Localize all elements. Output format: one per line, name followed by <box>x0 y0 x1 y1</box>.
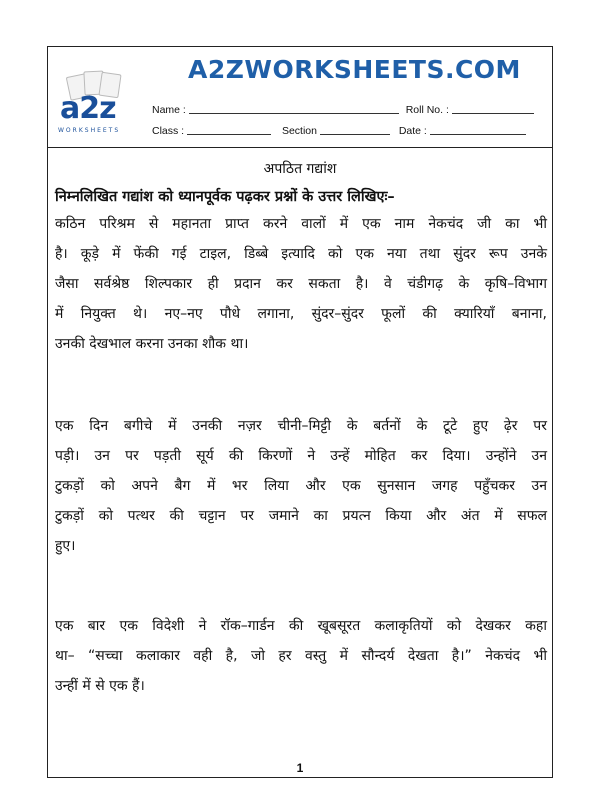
passage-line: एक दिन बगीचे में उनकी नज़र चीनी–मिट्टी के बर्तनों के टूटे हुए ढ़ेर पर <box>55 418 547 434</box>
date-label: Date : <box>398 125 427 137</box>
date-field[interactable] <box>399 124 526 137</box>
passage-line: हुए। <box>55 538 76 554</box>
passage-line: उन्हीं में से एक हैं। <box>55 678 145 694</box>
passage-line: जैसा सर्वश्रेष्ठ शिल्पकार ही प्रदान कर सकता है। वे चंडीगढ़ के कृषि–विभाग <box>55 276 547 292</box>
worksheet-frame <box>47 46 553 778</box>
passage-line: में नियुक्त थे। नए–नए पौधे लगाना, सुंदर–सुंदर फूलों की क्यारियाँ बनाना, <box>55 306 547 322</box>
section-blank[interactable] <box>320 124 390 135</box>
roll-blank[interactable] <box>452 103 534 114</box>
a2z-logo <box>56 69 136 141</box>
instruction-text: निम्नलिखित गद्यांश को ध्यानपूर्वक पढ़कर प्रश्नों के उत्तर लिखिएः– <box>55 189 395 205</box>
passage-paragraph-3 <box>55 611 547 701</box>
name-roll-row <box>152 103 534 116</box>
class-label: Class : <box>152 125 185 137</box>
name-blank[interactable] <box>189 103 399 114</box>
passage-paragraph-1 <box>55 209 547 359</box>
passage-paragraph-2 <box>55 411 547 561</box>
section-field[interactable] <box>282 124 390 137</box>
passage-line: एक बार एक विदेशी ने रॉक–गार्डन की खूबसूरत कलाकृतियों को देखकर कहा <box>55 618 547 634</box>
passage-line: उनकी देखभाल करना उनका शौक था। <box>55 336 249 352</box>
logo-text: a2z <box>60 91 116 126</box>
roll-label: Roll No. : <box>405 104 449 116</box>
passage-line: टुकड़ों को पत्थर की चट्टान पर जमाने का प्रयत्न किया और अंत में सफल <box>55 508 547 524</box>
page-number: 1 <box>296 761 304 775</box>
section-label: Section <box>281 125 317 137</box>
logo-letters <box>60 91 116 126</box>
name-label: Name : <box>152 104 186 116</box>
class-field[interactable] <box>152 124 271 137</box>
passage-line: कठिन परिश्रम से महानता प्राप्त करने वालों में एक नाम नेकचंद जी का भी <box>55 216 547 232</box>
passage-line: टुकड़ों को अपने बैग में भर लिया और एक सुनसान जगह पहुँचकर उन <box>55 478 547 494</box>
logo-subtext: WORKSHEETS <box>58 127 121 134</box>
date-blank[interactable] <box>430 124 526 135</box>
passage-line: है। कूड़े में फेंकी गई टाइल, डिब्बे इत्यादि को एक नया तथा सुंदर रूप उनके <box>55 246 547 262</box>
class-blank[interactable] <box>187 124 271 135</box>
class-section-date-row <box>152 124 526 137</box>
worksheet-title: अपठित गद्यांश <box>263 161 337 177</box>
name-field[interactable] <box>152 103 399 116</box>
passage-line: पड़ी। उन पर पड़ती सूर्य की किरणों ने उन्हें मोहित कर दिया। उन्होंने उन <box>55 448 547 464</box>
brand-title: A2ZWORKSHEETS.COM <box>188 55 521 84</box>
roll-field[interactable] <box>406 103 534 116</box>
passage-line: था– “सच्चा कलाकार वही है, जो हर वस्तु में सौन्दर्य देखता है।” नेकचंद भी <box>55 648 547 664</box>
worksheet-header <box>48 47 552 148</box>
